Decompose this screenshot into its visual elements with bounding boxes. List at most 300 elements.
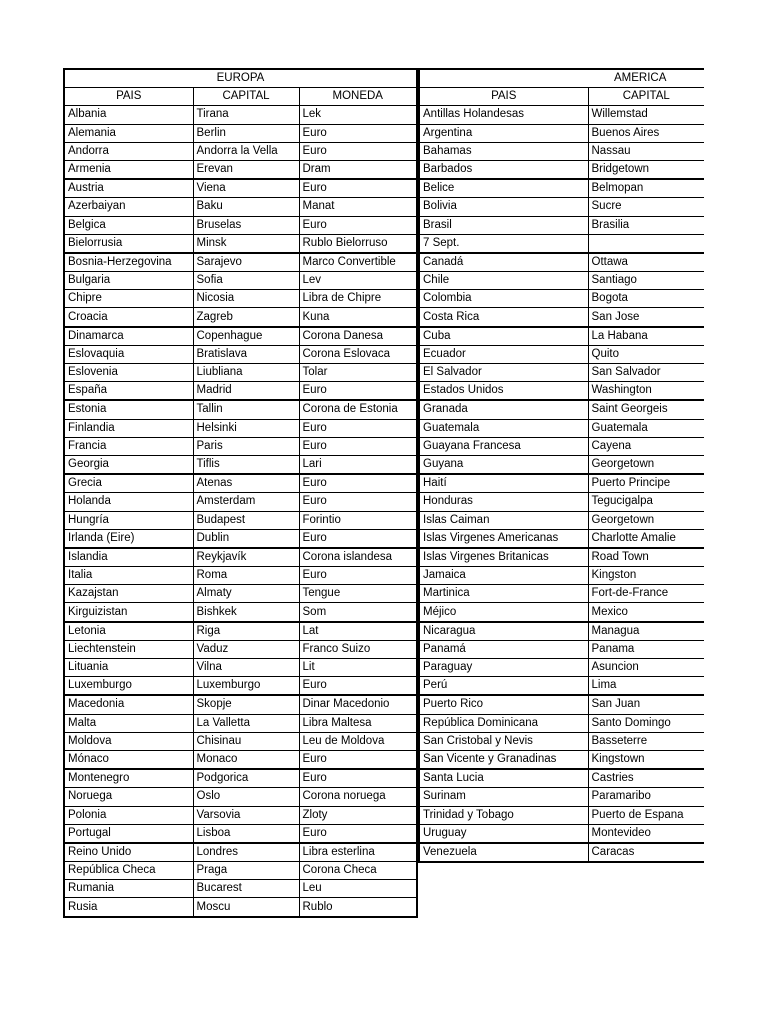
europe-cell-capital: Moscu [193, 898, 299, 917]
america-cell-pais: Haití [419, 474, 588, 493]
europe-cell-capital: Bishkek [193, 603, 299, 622]
europe-cell-moneda: Libra Maltesa [299, 714, 417, 732]
europe-cell-moneda: Corona Eslovaca [299, 345, 417, 363]
europe-table-row [64, 308, 417, 327]
europe-table-row [64, 659, 417, 677]
europe-cell-moneda: Dinar Macedonio [299, 695, 417, 714]
america-cell-capital: Kingstown [588, 750, 704, 769]
europe-cell-capital: Skopje [193, 695, 299, 714]
europe-table-row [64, 327, 417, 346]
america-cell-pais: Perú [419, 677, 588, 696]
europe-table-row [64, 548, 417, 567]
europe-table-row [64, 253, 417, 272]
america-title: AMERICA [419, 69, 704, 88]
america-cell-pais: Argentina [419, 124, 588, 142]
america-table-row [419, 234, 704, 253]
europe-cell-capital: Varsovia [193, 806, 299, 824]
europe-cell-capital: Copenhague [193, 327, 299, 346]
europe-cell-pais: Bosnia-Herzegovina [64, 253, 193, 272]
europe-cell-moneda: Euro [299, 124, 417, 142]
america-cell-pais: San Vicente y Granadinas [419, 750, 588, 769]
europe-cell-capital: Madrid [193, 382, 299, 401]
america-table-row [419, 474, 704, 493]
america-table-row [419, 659, 704, 677]
america-table-row [419, 437, 704, 455]
america-cell-capital: La Habana [588, 327, 704, 346]
america-cell-pais: Islas Caiman [419, 511, 588, 529]
america-cell-pais: Islas Virgenes Americanas [419, 529, 588, 548]
america-cell-capital: Belmopan [588, 179, 704, 198]
america-cell-pais: Cuba [419, 327, 588, 346]
america-cell-pais: Trinidad y Tobago [419, 806, 588, 824]
america-table-row [419, 364, 704, 382]
europe-cell-pais: Liechtenstein [64, 640, 193, 658]
europe-cell-pais: Portugal [64, 824, 193, 843]
europe-cell-capital: Luxemburgo [193, 677, 299, 696]
europe-table-row [64, 179, 417, 198]
america-cell-capital: Santo Domingo [588, 714, 704, 732]
europe-cell-pais: Reino Unido [64, 843, 193, 862]
europe-cell-moneda: Euro [299, 216, 417, 234]
europe-cell-moneda: Rublo [299, 898, 417, 917]
america-cell-pais: Uruguay [419, 824, 588, 843]
europe-table-row [64, 567, 417, 585]
america-cell-capital: Basseterre [588, 732, 704, 750]
europe-cell-moneda: Euro [299, 474, 417, 493]
america-table-row [419, 677, 704, 696]
europe-cell-moneda: Euro [299, 179, 417, 198]
europe-cell-moneda: Euro [299, 419, 417, 437]
europe-cell-capital: Monaco [193, 750, 299, 769]
europe-cell-moneda: Leu [299, 880, 417, 898]
america-cell-pais: Bolivia [419, 198, 588, 216]
europe-cell-pais: Estonia [64, 400, 193, 419]
america-cell-capital: Santiago [588, 272, 704, 290]
europe-cell-pais: Montenegro [64, 769, 193, 788]
america-cell-capital: Tegucigalpa [588, 493, 704, 511]
america-cell-capital: San Jose [588, 308, 704, 327]
europe-cell-moneda: Rublo Bielorruso [299, 234, 417, 253]
america-table-row [419, 806, 704, 824]
america-cell-capital: Nassau [588, 142, 704, 160]
america-table-row [419, 640, 704, 658]
europe-cell-moneda: Euro [299, 677, 417, 696]
europe-table-row [64, 290, 417, 308]
america-table-row [419, 179, 704, 198]
europe-cell-moneda: Euro [299, 493, 417, 511]
europe-cell-pais: Lituania [64, 659, 193, 677]
america-cell-pais: Granada [419, 400, 588, 419]
america-cell-capital: Caracas [588, 843, 704, 862]
america-cell-capital: Paramaribo [588, 788, 704, 806]
europe-table-row [64, 750, 417, 769]
america-table-row [419, 622, 704, 641]
europe-cell-moneda: Kuna [299, 308, 417, 327]
europe-cell-capital: Londres [193, 843, 299, 862]
europe-cell-pais: Francia [64, 437, 193, 455]
europe-cell-moneda: Lev [299, 272, 417, 290]
europe-table-row [64, 898, 417, 917]
europe-cell-moneda: Euro [299, 824, 417, 843]
america-table-row [419, 272, 704, 290]
europe-title: EUROPA [64, 69, 417, 88]
europe-cell-pais: Bulgaria [64, 272, 193, 290]
europe-cell-moneda: Euro [299, 567, 417, 585]
europe-table-row [64, 345, 417, 363]
europe-table-row [64, 364, 417, 382]
europe-table-row [64, 216, 417, 234]
europe-table-row [64, 124, 417, 142]
europe-cell-moneda: Euro [299, 750, 417, 769]
europe-cell-pais: Macedonia [64, 695, 193, 714]
america-table-row [419, 750, 704, 769]
america-cell-capital [588, 234, 704, 253]
america-cell-capital: Managua [588, 622, 704, 641]
america-cell-pais: Antillas Holandesas [419, 106, 588, 124]
europe-cell-capital: Bruselas [193, 216, 299, 234]
america-cell-pais: Costa Rica [419, 308, 588, 327]
europe-cell-pais: Mónaco [64, 750, 193, 769]
america-table-row [419, 124, 704, 142]
america-table-row [419, 603, 704, 622]
europe-table-row [64, 142, 417, 160]
europe-cell-pais: Eslovaquia [64, 345, 193, 363]
america-cell-capital: Charlotte Amalie [588, 529, 704, 548]
america-table [418, 68, 704, 863]
europe-cell-pais: Eslovenia [64, 364, 193, 382]
america-cell-pais: Bahamas [419, 142, 588, 160]
europe-cell-moneda: Corona Checa [299, 862, 417, 880]
europe-table-row [64, 234, 417, 253]
europe-cell-moneda: Euro [299, 769, 417, 788]
europe-cell-moneda: Lek [299, 106, 417, 124]
europe-cell-pais: Azerbaiyan [64, 198, 193, 216]
america-cell-capital: San Salvador [588, 364, 704, 382]
europe-table-row [64, 455, 417, 474]
america-table-row [419, 327, 704, 346]
europe-cell-pais: Belgica [64, 216, 193, 234]
europe-cell-moneda: Forintio [299, 511, 417, 529]
europe-cell-capital: Liubliana [193, 364, 299, 382]
europe-cell-pais: Moldova [64, 732, 193, 750]
europe-cell-moneda: Euro [299, 437, 417, 455]
america-cell-pais: Colombia [419, 290, 588, 308]
europe-cell-capital: Zagreb [193, 308, 299, 327]
america-cell-pais: Ecuador [419, 345, 588, 363]
america-cell-capital: Fort-de-France [588, 585, 704, 603]
europe-cell-pais: Alemania [64, 124, 193, 142]
europe-cell-capital: Minsk [193, 234, 299, 253]
america-cell-capital: Georgetown [588, 455, 704, 474]
america-cell-capital: Ottawa [588, 253, 704, 272]
america-cell-pais: Santa Lucia [419, 769, 588, 788]
america-cell-pais: Honduras [419, 493, 588, 511]
america-cell-pais: El Salvador [419, 364, 588, 382]
america-cell-capital: Brasilia [588, 216, 704, 234]
europe-table-row [64, 880, 417, 898]
europe-cell-capital: Atenas [193, 474, 299, 493]
europe-cell-pais: Rumania [64, 880, 193, 898]
europe-table-row [64, 382, 417, 401]
europe-table-row [64, 695, 417, 714]
america-table-row [419, 493, 704, 511]
europe-table-row [64, 106, 417, 124]
europe-cell-pais: Andorra [64, 142, 193, 160]
europe-cell-capital: Dublin [193, 529, 299, 548]
america-table-row [419, 548, 704, 567]
europe-cell-capital: Helsinki [193, 419, 299, 437]
america-table-row [419, 290, 704, 308]
america-cell-pais: Belice [419, 179, 588, 198]
europe-cell-capital: Sarajevo [193, 253, 299, 272]
europe-cell-pais: Austria [64, 179, 193, 198]
europe-cell-capital: Praga [193, 862, 299, 880]
america-cell-capital: Bogota [588, 290, 704, 308]
europe-cell-pais: República Checa [64, 862, 193, 880]
europe-cell-capital: Sofia [193, 272, 299, 290]
america-table-row [419, 769, 704, 788]
europe-cell-pais: Kazajstan [64, 585, 193, 603]
europe-table-row [64, 788, 417, 806]
europe-table-row [64, 198, 417, 216]
europe-cell-capital: Tiflis [193, 455, 299, 474]
europe-cell-moneda: Som [299, 603, 417, 622]
europe-table-row [64, 585, 417, 603]
europe-cell-capital: Paris [193, 437, 299, 455]
america-cell-pais: Brasil [419, 216, 588, 234]
europe-cell-pais: Dinamarca [64, 327, 193, 346]
europe-cell-capital: Roma [193, 567, 299, 585]
america-cell-pais: Panamá [419, 640, 588, 658]
europe-table-row [64, 474, 417, 493]
europe-cell-moneda: Lat [299, 622, 417, 641]
europe-cell-capital: Almaty [193, 585, 299, 603]
america-cell-capital: Bridgetown [588, 160, 704, 179]
america-cell-capital: Kingston [588, 567, 704, 585]
europe-cell-moneda: Corona islandesa [299, 548, 417, 567]
europe-cell-pais: Albania [64, 106, 193, 124]
europe-cell-pais: Hungría [64, 511, 193, 529]
europe-cell-pais: Armenia [64, 160, 193, 179]
america-cell-capital: Buenos Aires [588, 124, 704, 142]
europe-cell-capital: Tirana [193, 106, 299, 124]
europe-table-row [64, 419, 417, 437]
europe-table-row [64, 400, 417, 419]
america-table-row [419, 732, 704, 750]
europe-cell-pais: Letonia [64, 622, 193, 641]
europe-cell-pais: Holanda [64, 493, 193, 511]
europe-cell-capital: Vaduz [193, 640, 299, 658]
america-table-row [419, 345, 704, 363]
europe-cell-pais: Rusia [64, 898, 193, 917]
america-cell-pais: Islas Virgenes Britanicas [419, 548, 588, 567]
america-table-row [419, 308, 704, 327]
europe-cell-capital: Bucarest [193, 880, 299, 898]
europe-cell-moneda: Marco Convertible [299, 253, 417, 272]
europe-cell-moneda: Corona noruega [299, 788, 417, 806]
america-table-row [419, 824, 704, 843]
europe-cell-pais: Polonia [64, 806, 193, 824]
europe-table-row [64, 806, 417, 824]
europe-cell-moneda: Manat [299, 198, 417, 216]
europe-cell-capital: Nicosia [193, 290, 299, 308]
america-cell-pais: Puerto Rico [419, 695, 588, 714]
europe-cell-capital: Andorra la Vella [193, 142, 299, 160]
europe-cell-capital: Tallin [193, 400, 299, 419]
america-table-row [419, 511, 704, 529]
america-cell-capital: Montevideo [588, 824, 704, 843]
america-cell-pais: Barbados [419, 160, 588, 179]
america-table-row [419, 253, 704, 272]
america-cell-capital: San Juan [588, 695, 704, 714]
america-table-row [419, 585, 704, 603]
america-cell-capital: Panama [588, 640, 704, 658]
america-table-row [419, 567, 704, 585]
america-cell-pais: Jamaica [419, 567, 588, 585]
europe-cell-pais: Grecia [64, 474, 193, 493]
america-cell-pais: Chile [419, 272, 588, 290]
america-table-row [419, 106, 704, 124]
europe-table-row [64, 493, 417, 511]
america-table-row [419, 714, 704, 732]
europe-cell-capital: Vilna [193, 659, 299, 677]
europe-cell-moneda: Libra de Chipre [299, 290, 417, 308]
europe-table-row [64, 603, 417, 622]
america-cell-pais: Paraguay [419, 659, 588, 677]
europe-cell-pais: Luxemburgo [64, 677, 193, 696]
america-cell-capital: Georgetown [588, 511, 704, 529]
europe-cell-pais: Malta [64, 714, 193, 732]
europe-table-row [64, 160, 417, 179]
europe-cell-pais: Bielorrusia [64, 234, 193, 253]
america-header-row [419, 88, 704, 106]
america-cell-pais: República Dominicana [419, 714, 588, 732]
america-cell-capital: Puerto de Espana [588, 806, 704, 824]
europe-table-row [64, 862, 417, 880]
america-cell-capital: Road Town [588, 548, 704, 567]
america-header-capital: CAPITAL [588, 88, 704, 106]
europe-cell-pais: Noruega [64, 788, 193, 806]
america-cell-capital: Washington [588, 382, 704, 401]
europe-cell-capital: Riga [193, 622, 299, 641]
europe-header-row [64, 88, 417, 106]
america-cell-capital: Cayena [588, 437, 704, 455]
europe-table-row [64, 529, 417, 548]
europe-cell-capital: Erevan [193, 160, 299, 179]
europe-table-row [64, 272, 417, 290]
america-table-row [419, 529, 704, 548]
america-cell-pais: Martinica [419, 585, 588, 603]
america-title-row [419, 69, 704, 88]
europe-cell-capital: Lisboa [193, 824, 299, 843]
europe-table-row [64, 824, 417, 843]
europe-cell-moneda: Leu de Moldova [299, 732, 417, 750]
america-table-row [419, 142, 704, 160]
europe-table-row [64, 677, 417, 696]
europe-table-row [64, 437, 417, 455]
europe-cell-capital: Amsterdam [193, 493, 299, 511]
america-table-row [419, 695, 704, 714]
america-cell-capital: Puerto Principe [588, 474, 704, 493]
europe-cell-capital: La Valletta [193, 714, 299, 732]
europe-cell-capital: Berlin [193, 124, 299, 142]
europe-cell-capital: Baku [193, 198, 299, 216]
europe-table-row [64, 714, 417, 732]
america-cell-capital: Guatemala [588, 419, 704, 437]
europe-cell-capital: Reykjavík [193, 548, 299, 567]
america-table-row [419, 382, 704, 401]
europe-cell-moneda: Dram [299, 160, 417, 179]
america-cell-capital: Saint Georgeis [588, 400, 704, 419]
america-table-row [419, 419, 704, 437]
europe-header-moneda: MONEDA [299, 88, 417, 106]
america-cell-pais: Venezuela [419, 843, 588, 862]
europe-cell-moneda: Zloty [299, 806, 417, 824]
america-table-row [419, 788, 704, 806]
europe-table-row [64, 640, 417, 658]
europe-title-row [64, 69, 417, 88]
europe-cell-moneda: Corona de Estonia [299, 400, 417, 419]
america-header-pais: PAIS [419, 88, 588, 106]
america-table-row [419, 400, 704, 419]
europe-cell-moneda: Corona Danesa [299, 327, 417, 346]
europe-cell-moneda: Lit [299, 659, 417, 677]
europe-cell-moneda: Tengue [299, 585, 417, 603]
europe-cell-moneda: Euro [299, 529, 417, 548]
europe-table-row [64, 843, 417, 862]
america-cell-capital: Mexico [588, 603, 704, 622]
europe-cell-capital: Chisinau [193, 732, 299, 750]
europe-cell-pais: Italia [64, 567, 193, 585]
europe-cell-moneda: Tolar [299, 364, 417, 382]
europe-cell-pais: Irlanda (Eire) [64, 529, 193, 548]
america-cell-capital: Asuncion [588, 659, 704, 677]
america-cell-pais: Estados Unidos [419, 382, 588, 401]
europe-cell-moneda: Euro [299, 142, 417, 160]
europe-cell-moneda: Lari [299, 455, 417, 474]
europe-cell-moneda: Euro [299, 382, 417, 401]
america-cell-pais: 7 Sept. [419, 234, 588, 253]
europe-cell-pais: Kirguizistan [64, 603, 193, 622]
europe-cell-pais: Islandia [64, 548, 193, 567]
america-cell-pais: Nicaragua [419, 622, 588, 641]
america-table-row [419, 198, 704, 216]
america-cell-capital: Lima [588, 677, 704, 696]
europe-cell-pais: España [64, 382, 193, 401]
america-cell-pais: Canadá [419, 253, 588, 272]
america-cell-capital: Quito [588, 345, 704, 363]
europe-cell-pais: Chipre [64, 290, 193, 308]
america-cell-pais: Surinam [419, 788, 588, 806]
europe-cell-pais: Finlandia [64, 419, 193, 437]
europe-table-row [64, 732, 417, 750]
europe-cell-pais: Croacia [64, 308, 193, 327]
america-cell-capital: Castries [588, 769, 704, 788]
america-table-row [419, 160, 704, 179]
europe-cell-pais: Georgia [64, 455, 193, 474]
europe-cell-capital: Budapest [193, 511, 299, 529]
europe-table-row [64, 511, 417, 529]
america-cell-pais: Guyana [419, 455, 588, 474]
america-cell-pais: San Cristobal y Nevis [419, 732, 588, 750]
europe-cell-capital: Viena [193, 179, 299, 198]
europe-table-row [64, 769, 417, 788]
europe-header-pais: PAIS [64, 88, 193, 106]
america-cell-pais: Méjico [419, 603, 588, 622]
america-cell-pais: Guatemala [419, 419, 588, 437]
europe-table-row [64, 622, 417, 641]
america-cell-pais: Guayana Francesa [419, 437, 588, 455]
